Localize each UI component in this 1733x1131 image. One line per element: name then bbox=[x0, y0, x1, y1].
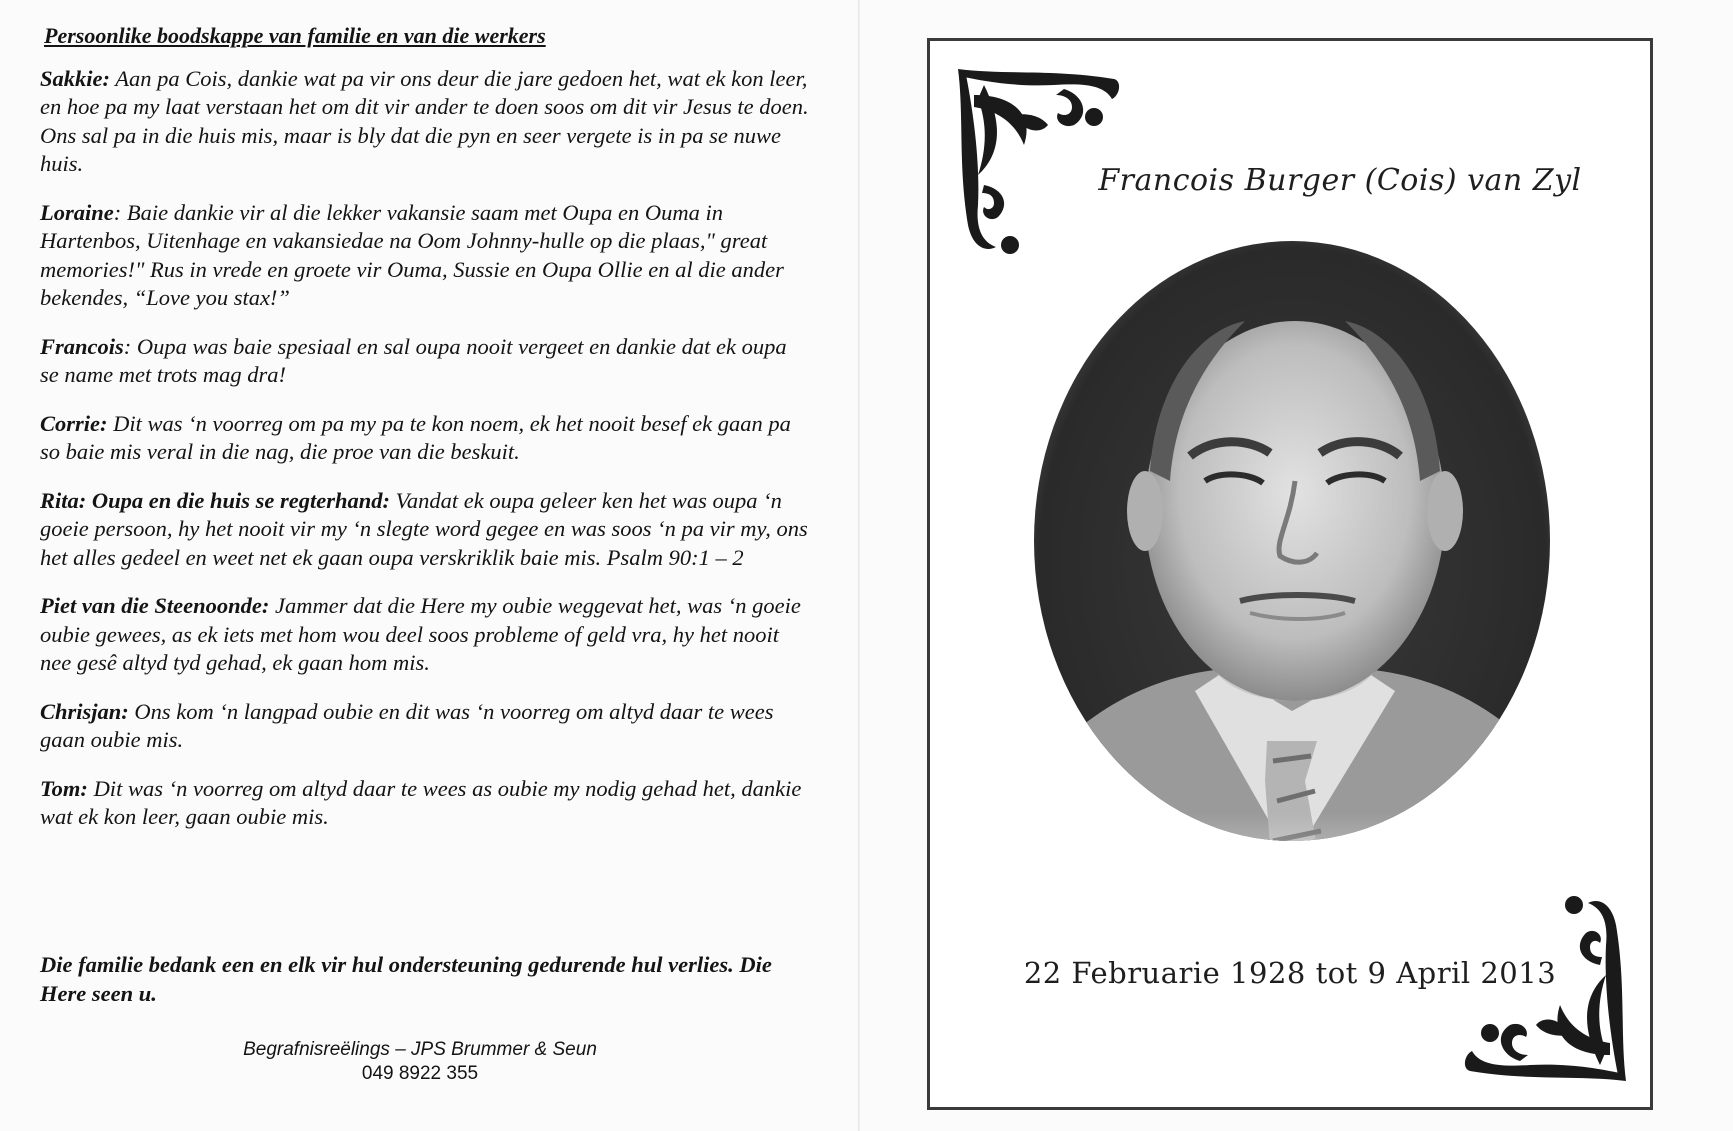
message-piet bbox=[40, 592, 810, 678]
message-tom bbox=[40, 775, 810, 832]
portrait-photo-icon bbox=[1005, 241, 1580, 956]
message-author: Francois bbox=[40, 333, 124, 359]
message-author: Sakkie: bbox=[40, 65, 110, 91]
message-text: Vandat ek oupa geleer ken het was oupa ‘n goeie persoon, hy het nooit vir my ‘n slegte word gegee en was soos ‘n pa vir my, ons het alles gedeel en weet net ek gaan oupa verskriklik baie mis. Psalm 90:1 – 2 bbox=[40, 487, 808, 570]
message-author: Loraine bbox=[40, 199, 114, 225]
undertaker-phone: 049 8922 355 bbox=[361, 1063, 479, 1084]
life-dates: 22 Februarie 1928 tot 9 April 2013 bbox=[1023, 956, 1557, 990]
floral-corner-ornament-icon bbox=[1460, 890, 1640, 1095]
messages-panel bbox=[40, 22, 810, 852]
message-author: Corrie: bbox=[40, 410, 108, 436]
family-thanks: Die familie bedank een en elk vir hul ondersteuning gedurende hul verlies. Die Here seen u. bbox=[40, 952, 772, 1006]
message-text: Aan pa Cois, dankie wat pa vir ons deur die jare gedoen het, wat ek kon leer, en hoe pa my laat verstaan het om dit vir ander te doen soos om dit vir Jesus te doen. Ons sal pa in die huis mis, maar is bly dat die pyn en seer vergete is in pa se nuwe huis. bbox=[40, 65, 809, 176]
deceased-name: Francois Burger (Cois) van Zyl bbox=[1098, 163, 1582, 198]
message-text: : Oupa was baie spesiaal en sal oupa nooit vergeet en dankie dat ek oupa se name met trots mag dra! bbox=[40, 333, 787, 387]
message-author: Rita: Oupa en die huis se regterhand: bbox=[40, 487, 391, 513]
message-text: : Baie dankie vir al die lekker vakansie saam met Oupa en Ouma in Hartenbos, Uitenhage en vakansiedae na Oom Johnny-hulle op die plaas," great memories!" Rus in vrede en groete vir Ouma, Sussie en Oupa Ollie en al die ander bekendes, “Love you stax!” bbox=[40, 199, 784, 310]
message-francois bbox=[40, 333, 810, 390]
floral-corner-ornament-icon bbox=[944, 55, 1124, 260]
page-fold bbox=[858, 0, 860, 1131]
message-corrie bbox=[40, 410, 810, 467]
message-author: Piet van die Steenoonde: bbox=[40, 593, 270, 618]
undertaker-info bbox=[160, 1038, 680, 1086]
message-sakkie bbox=[40, 65, 810, 179]
message-text: Dit was ‘n voorreg om altyd daar te wees as oubie my nodig gehad het, dankie wat ek kon leer, gaan oubie mis. bbox=[40, 775, 802, 829]
message-text: Dit was ‘n voorreg om pa my pa te kon noem, ek het nooit besef ek gaan pa so baie mis veral in die nag, die proe van die beskuit. bbox=[40, 410, 791, 464]
message-author: Tom: bbox=[40, 775, 88, 801]
message-loraine bbox=[40, 199, 810, 313]
message-chrisjan bbox=[40, 698, 810, 755]
message-rita bbox=[40, 487, 810, 573]
message-author: Chrisjan: bbox=[40, 698, 129, 724]
cover-panel bbox=[927, 38, 1653, 1110]
message-text: Ons kom ‘n langpad oubie en dit was ‘n voorreg om altyd daar te wees gaan oubie mis. bbox=[40, 698, 774, 752]
messages-heading: Persoonlike boodskappe van familie en van die werkers bbox=[44, 23, 546, 48]
message-text: Jammer dat die Here my oubie weggevat het, was ‘n goeie oubie gewees, as ek iets met hom wou deel soos probleme of geld vra, hy het nooit nee gesê altyd tyd gehad, ek gaan hom mis. bbox=[40, 593, 801, 675]
undertaker-name: Begrafnisreëlings – JPS Brummer & Seun bbox=[243, 1039, 597, 1060]
